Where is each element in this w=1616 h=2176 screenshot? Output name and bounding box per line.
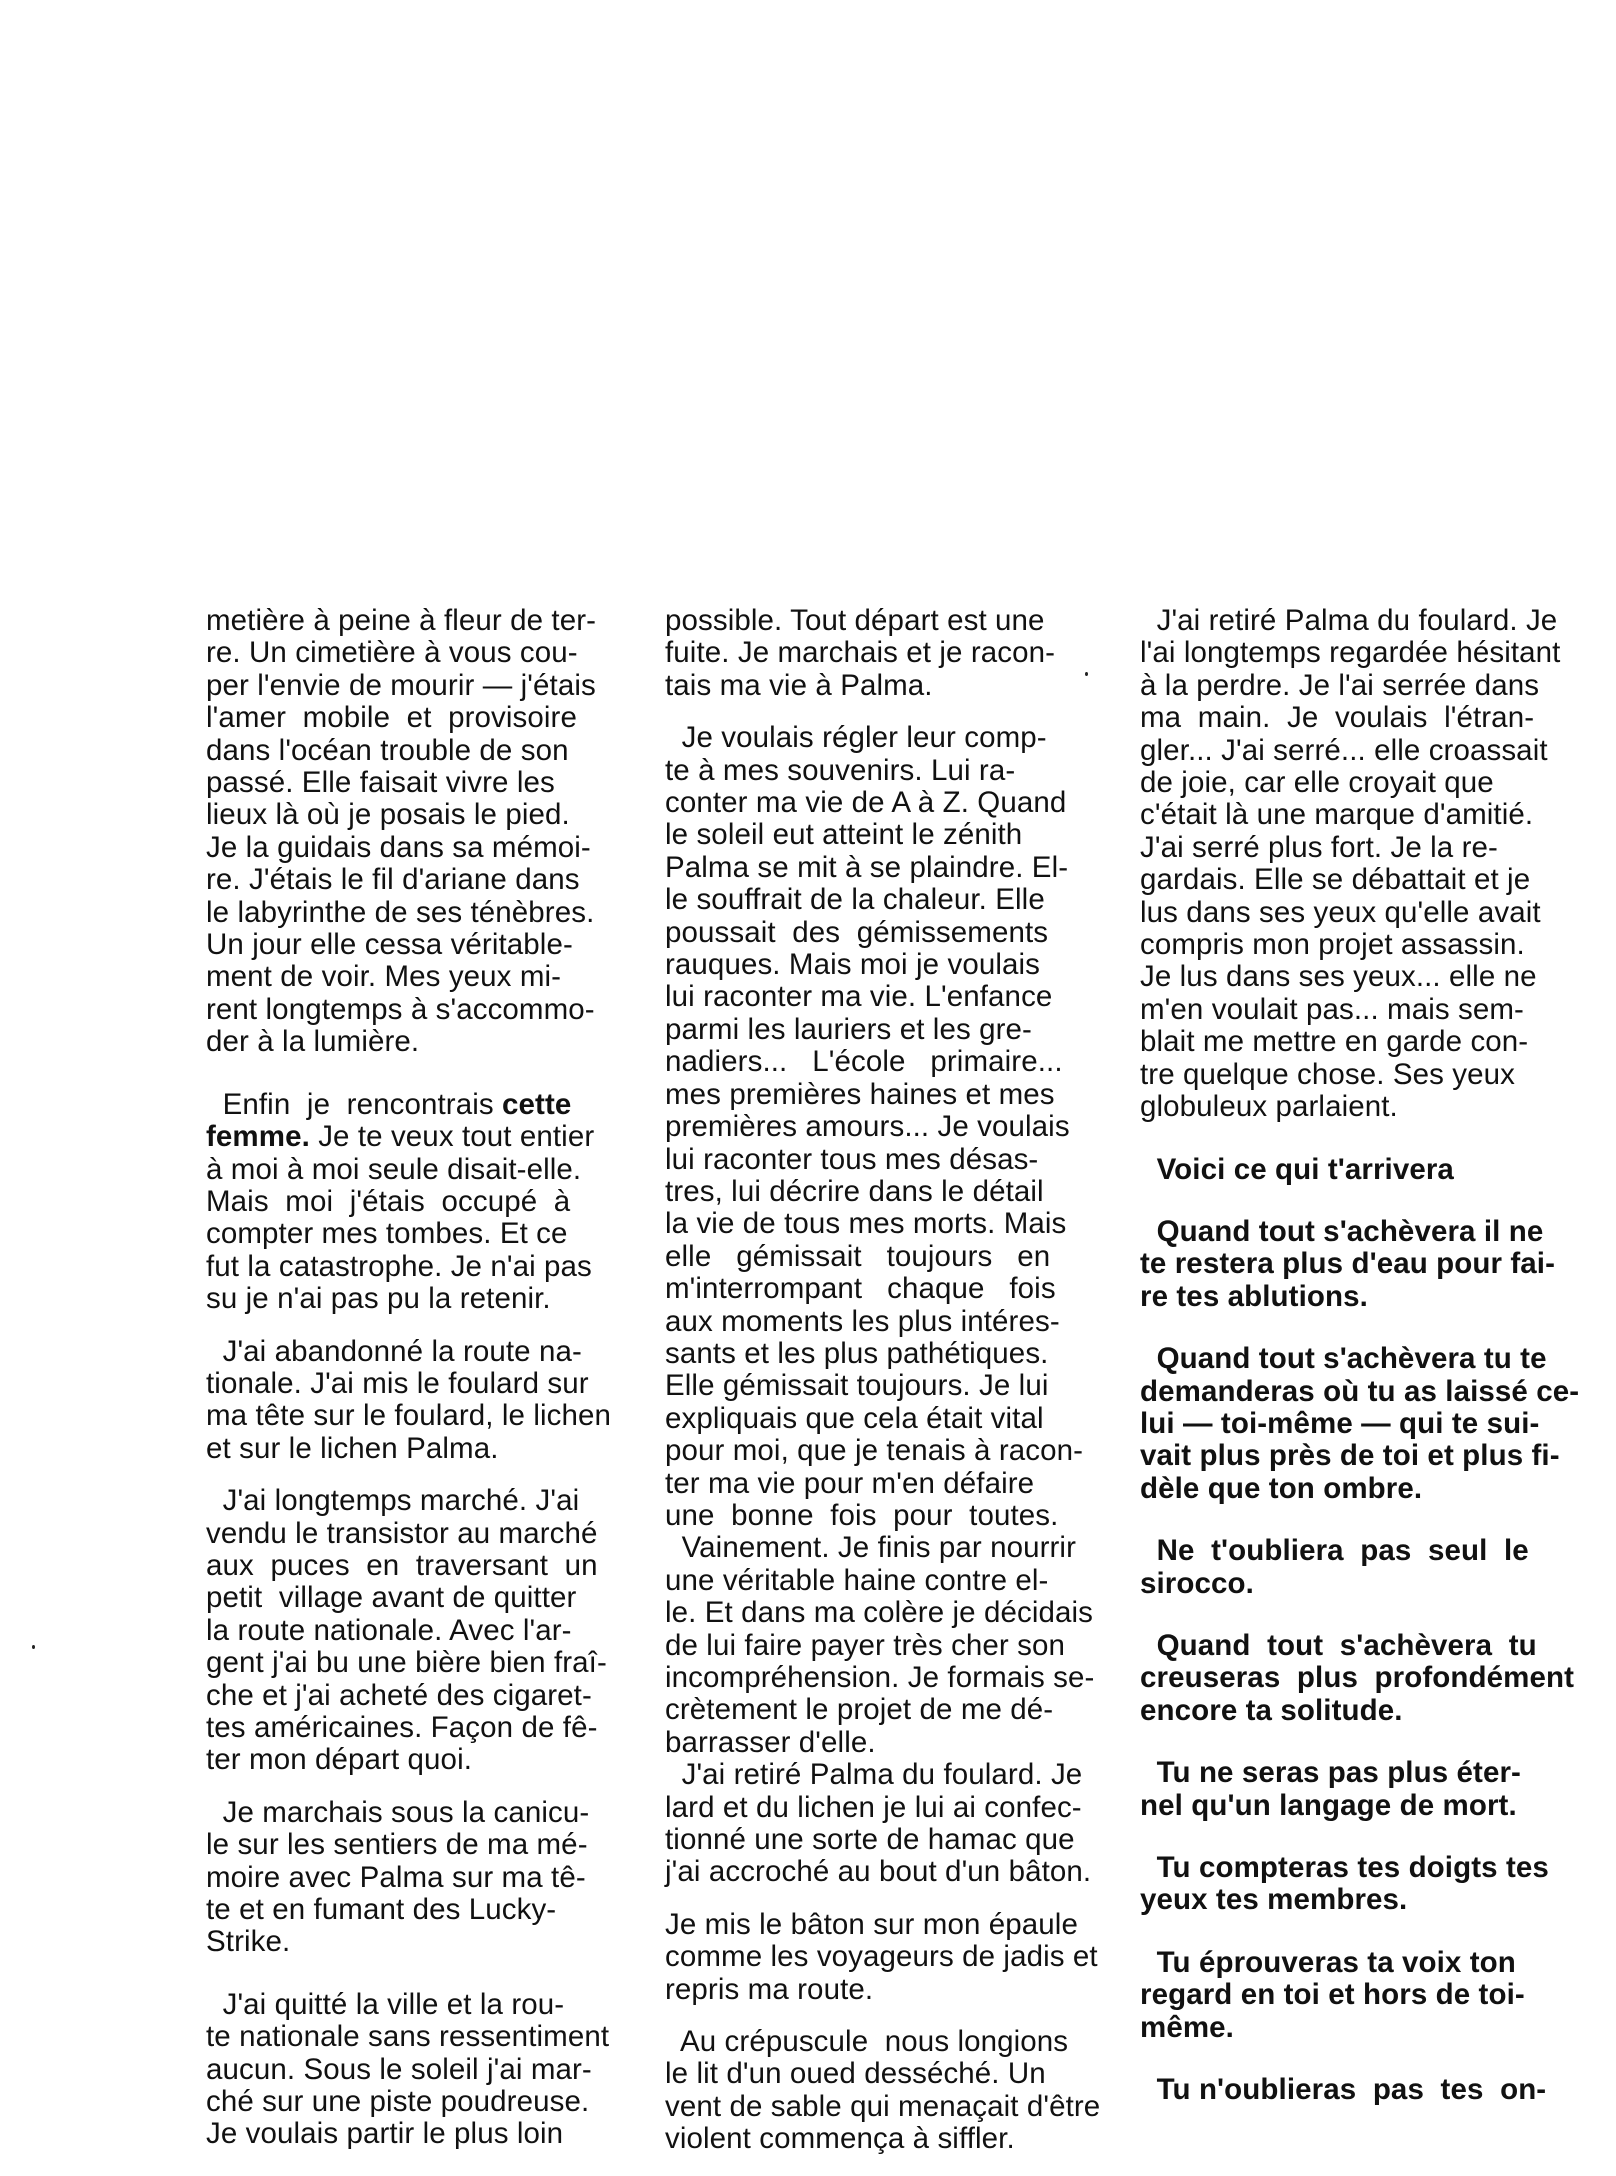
verse-stanza: Ne t'oubliera pas seul le sirocco. — [1140, 1534, 1529, 1600]
paragraph: J'ai abandonné la route na- tionale. J'ai mis le foulard sur ma tête sur le foulard, le lichen et sur le lichen Palma. — [206, 1334, 612, 1465]
verse-stanza: Tu compteras tes doigts tes yeux tes membres. — [1140, 1851, 1549, 1917]
verse-stanza: Tu éprouveras ta voix ton regard en toi et hors de toi- même. — [1140, 1945, 1525, 2044]
text-column-2 — [665, 605, 1113, 2156]
paragraph: possible. Tout départ est une fuite. Je marchais et je racon- tais ma vie à Palma. — [665, 604, 1056, 702]
paragraph: Je mis le bâton sur mon épaule comme les voyageurs de jadis et repris ma route. — [665, 1907, 1098, 2006]
scan-speck — [1085, 672, 1088, 676]
scan-speck — [32, 1645, 35, 1649]
text-column-1 — [206, 605, 646, 2151]
paragraph: Je marchais sous la canicu- le sur les sentiers de ma mé- moire avec Palma sur ma tê- te et en fumant des Lucky- Strike. — [206, 1795, 590, 1959]
emphasis-text: cette — [502, 1087, 572, 1121]
paragraph: J'ai quitté la ville et la rou- te nationale sans ressentiment aucun. Sous le soleil j'ai mar- ché sur une piste poudreuse. Je voulais partir le plus loin — [206, 1987, 610, 2151]
paragraph-text: Enfin je rencontrais — [206, 1087, 503, 1121]
verse-line: Voici ce qui t'arrivera — [1140, 1152, 1454, 1186]
paragraph-text: Je te veux tout entier à moi à moi seule disait-elle. Mais moi j'étais occupé à compter mes tombes. Et ce fut la catastrophe. Je n'ai pas su je n'ai pas pu la retenir. — [206, 1120, 595, 1316]
paragraph-with-emphasis — [206, 1089, 646, 1316]
paragraph: J'ai retiré Palma du foulard. Je l'ai longtemps regardée hésitant à la perdre. Je l'ai serrée dans ma main. Je voulais l'étran- gler... J'ai serré... elle croassait de joie, car elle croyait que c'était là une marque d'amitié. J'ai serré plus fort. Je la re- gardais. Elle se débattait et je lus dans ses yeux qu'elle avait compris mon projet assassin. Je lus dans ses yeux... elle ne m'en voulait pas... mais sem- blait me mettre en garde con- tre quelque chose. Ses yeux globuleux parlaient. — [1140, 604, 1561, 1124]
verse-stanza: Quand tout s'achèvera tu te demanderas où tu as laissé ce- lui — toi-même — qui te sui- vait plus près de toi et plus fi- dèle que ton ombre. — [1140, 1342, 1580, 1505]
paragraph: J'ai longtemps marché. J'ai vendu le transistor au marché aux puces en traversant un petit village avant de quitter la route nationale. Avec l'ar- gent j'ai bu une bière bien fraî- che et j'ai acheté des cigaret- tes américaines. Façon de fê- ter mon départ quoi. — [206, 1484, 607, 1777]
paragraph: Je voulais régler leur comp- te à mes souvenirs. Lui ra- conter ma vie de A à Z. Quand le soleil eut atteint le zénith Palma se mit à se plaindre. El- le souffrait de la chaleur. Elle poussait des gémissements rauques. Mais moi je voulais lui raconter ma vie. L'enfance parmi les lauriers et les gre- nadiers... L'école primaire... mes premières haines et mes premières amours... Je voulais lui raconter tous mes désas- tres, lui décrire dans le détail la vie de tous mes morts. Mais elle gémissait toujours en m'interrompant chaque fois aux moments les plus intéres- sants et les plus pathétiques. Elle gémissait toujours. Je lui expliquais que cela était vital pour moi, que je tenais à racon- ter ma vie pour m'en défaire une bonne fois pour toutes. Vainement. Je finis par nourrir une véritable haine contre el- le. Et dans ma colère je décidais de lui faire payer très cher son incompréhension. Je formais se- crètement le projet de me dé- barrasser d'elle. J'ai retiré Palma du foulard. Je lard et du lichen je lui ai confec- tionné une sorte de hamac que j'ai accroché au bout d'un bâton. — [665, 721, 1095, 1889]
verse-stanza: Tu ne seras pas plus éter- nel qu'un langage de mort. — [1140, 1756, 1521, 1822]
paragraph: metière à peine à fleur de ter- re. Un cimetière à vous cou- per l'envie de mourir — j'étais l'amer mobile et provisoire dans l'océan trouble de son passé. Elle faisait vivre les lieux là où je posais le pied. Je la guidais dans sa mémoi- re. J'étais le fil d'ariane dans le labyrinthe de ses ténèbres. Un jour elle cessa véritable- ment de voir. Mes yeux mi- rent longtemps à s'accommo- der à la lumière. — [206, 604, 597, 1059]
verse-stanza: Tu n'oublieras pas tes on- — [1140, 2073, 1547, 2107]
emphasis-text: femme. — [206, 1120, 310, 1154]
verse-stanza: Quand tout s'achèvera tu creuseras plus profondément encore ta solitude. — [1140, 1628, 1575, 1727]
verse-stanza: Quand tout s'achèvera il ne te restera plus d'eau pour fai- re tes ablutions. — [1140, 1214, 1556, 1313]
text-column-3 — [1140, 605, 1582, 2106]
paragraph: Au crépuscule nous longions le lit d'un oued desséché. Un vent de sable qui menaçait d'être violent commença à siffler. — [665, 2025, 1101, 2156]
